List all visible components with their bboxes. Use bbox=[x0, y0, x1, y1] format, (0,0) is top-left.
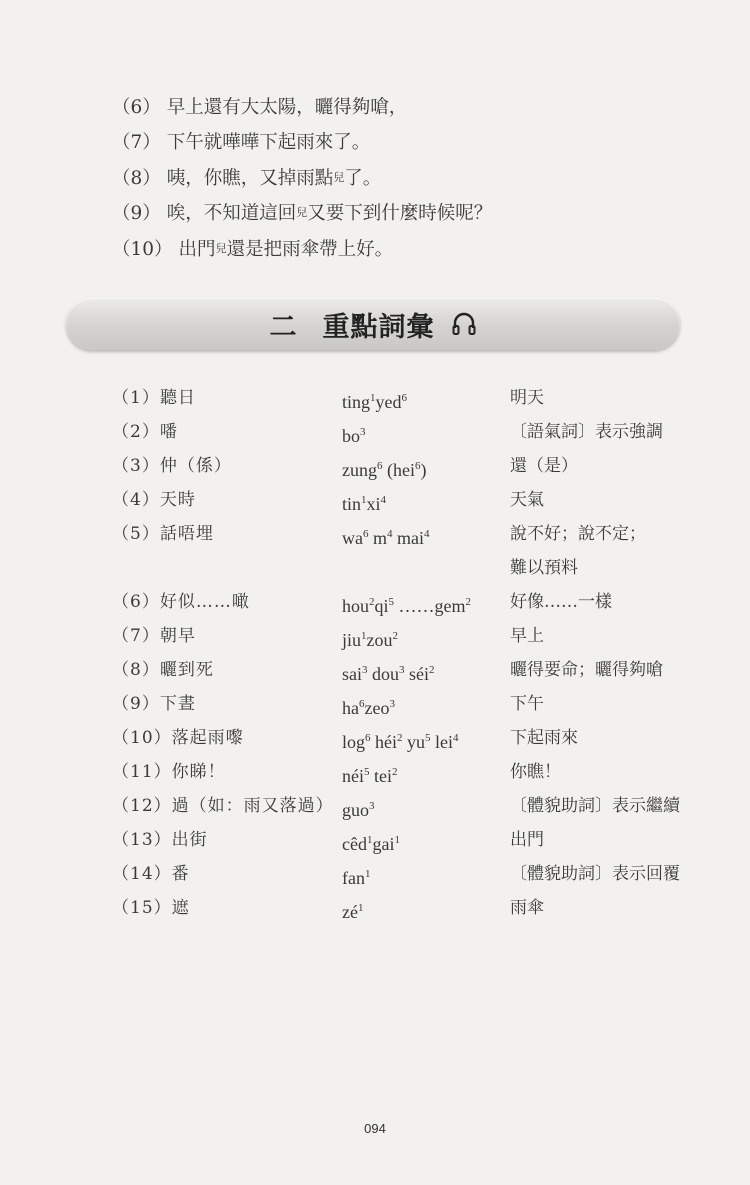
vocab-meaning bbox=[510, 789, 680, 823]
vocab-romanization bbox=[342, 585, 471, 623]
vocab-row bbox=[112, 687, 712, 721]
vocab-term bbox=[112, 415, 178, 449]
vocab-term bbox=[112, 653, 214, 687]
vocab-term bbox=[112, 857, 190, 891]
vocab-meaning bbox=[510, 381, 544, 415]
vocab-number: （11） bbox=[112, 762, 172, 782]
tone-number: 6 bbox=[363, 528, 369, 540]
vocab-row bbox=[112, 483, 712, 517]
vocab-meaning bbox=[510, 721, 578, 755]
vocab-row bbox=[112, 619, 712, 653]
syllable: qi bbox=[374, 596, 389, 616]
syllable: ) bbox=[420, 460, 427, 480]
meaning-line: 你瞧！ bbox=[510, 762, 561, 782]
vocab-number: （1） bbox=[112, 388, 160, 408]
vocab-meaning bbox=[510, 755, 561, 789]
tone-number: 6 bbox=[365, 732, 371, 744]
tone-number: 3 bbox=[362, 664, 368, 676]
syllable: (hei bbox=[382, 460, 415, 480]
syllable: yu bbox=[402, 732, 426, 752]
tone-number: 4 bbox=[380, 494, 387, 506]
vocab-row bbox=[112, 755, 712, 789]
sentence-line bbox=[112, 88, 492, 124]
vocab-romanization bbox=[342, 381, 407, 419]
sentence-number: （9） bbox=[112, 203, 161, 225]
vocab-romanization bbox=[342, 483, 386, 521]
tone-number: 5 bbox=[425, 732, 431, 744]
syllable: sai bbox=[342, 664, 362, 684]
vocab-term-text: 落起雨嚟 bbox=[171, 728, 244, 748]
vocab-romanization bbox=[342, 687, 395, 725]
headphone-icon bbox=[451, 311, 477, 337]
tone-number: 4 bbox=[387, 528, 393, 540]
meaning-line: 說不好；說不定； bbox=[510, 524, 646, 544]
syllable: zou bbox=[366, 630, 393, 650]
vocab-row bbox=[112, 653, 712, 687]
sentence-number: （7） bbox=[112, 132, 161, 154]
tone-number: 1 bbox=[361, 630, 367, 642]
sentence-number: （10） bbox=[112, 238, 173, 260]
vocab-term-text: 話唔埋 bbox=[159, 524, 214, 544]
vocab-number: （2） bbox=[112, 422, 160, 442]
vocab-number: （3） bbox=[112, 456, 160, 476]
syllable: yed bbox=[375, 392, 402, 412]
vocab-number: （8） bbox=[112, 660, 160, 680]
vocab-number: （14） bbox=[112, 864, 172, 884]
tone-number: 6 bbox=[359, 698, 365, 710]
vocab-meaning bbox=[510, 823, 544, 857]
tone-number: 5 bbox=[364, 766, 370, 778]
tone-number: 4 bbox=[453, 732, 459, 744]
meaning-line: 明天 bbox=[510, 388, 544, 408]
vocab-number: （5） bbox=[112, 524, 160, 544]
tone-number: 5 bbox=[388, 596, 395, 608]
vocab-number: （7） bbox=[112, 626, 160, 646]
sentence-line bbox=[112, 124, 492, 160]
meaning-line: 早上 bbox=[510, 626, 544, 646]
vocab-term bbox=[112, 381, 196, 415]
sentence-text: 早上還有大太陽，曬得夠嗆， bbox=[166, 96, 408, 118]
syllable: dou bbox=[367, 664, 399, 684]
vocab-row bbox=[112, 415, 712, 449]
syllable: zeo bbox=[364, 698, 390, 718]
vocab-romanization bbox=[342, 449, 426, 487]
tone-number: 1 bbox=[366, 834, 373, 846]
sentence-text-end: 了。 bbox=[344, 167, 382, 189]
vocab-term bbox=[112, 517, 214, 551]
vocab-row bbox=[112, 823, 712, 857]
sentence-text: 下午就嘩嘩下起雨來了。 bbox=[166, 132, 371, 154]
meaning-line: 雨傘 bbox=[510, 898, 544, 918]
erhua-suffix: 兒 bbox=[296, 206, 308, 220]
vocab-term-text: 聽日 bbox=[159, 388, 196, 408]
sentence-line bbox=[112, 230, 492, 266]
vocab-romanization bbox=[342, 857, 370, 895]
vocab-term-text: 朝早 bbox=[159, 626, 196, 646]
meaning-line: 〔語氣詞〕表示強調 bbox=[510, 422, 663, 442]
meaning-line: 〔體貌助詞〕表示繼續 bbox=[510, 796, 680, 816]
vocab-term bbox=[112, 891, 190, 925]
vocab-meaning bbox=[510, 619, 544, 653]
tone-number: 1 bbox=[361, 494, 367, 506]
syllable: tei bbox=[369, 766, 392, 786]
vocab-term-text: 曬到死 bbox=[159, 660, 214, 680]
vocab-term-text: 你睇！ bbox=[171, 762, 226, 782]
tone-number: 3 bbox=[399, 664, 405, 676]
vocab-term-text: 噃 bbox=[159, 422, 178, 442]
tone-number: 3 bbox=[389, 698, 395, 710]
tone-number: 2 bbox=[392, 630, 399, 642]
meaning-line: 難以預料 bbox=[510, 558, 578, 578]
vocab-row bbox=[112, 449, 712, 483]
syllable: séi bbox=[404, 664, 429, 684]
syllable: cêd bbox=[342, 834, 367, 854]
vocab-romanization bbox=[342, 721, 459, 759]
syllable: jiu bbox=[342, 630, 362, 650]
vocab-row bbox=[112, 891, 712, 925]
syllable: tin bbox=[342, 494, 362, 514]
vocab-term bbox=[112, 755, 226, 789]
syllable: xi bbox=[366, 494, 381, 514]
syllable: néi bbox=[342, 766, 364, 786]
sentence-text-end: 還是把雨傘帶上好。 bbox=[226, 238, 394, 260]
vocab-romanization bbox=[342, 517, 430, 555]
tone-number: 1 bbox=[364, 868, 371, 880]
tone-number: 2 bbox=[369, 596, 375, 608]
vocab-term bbox=[112, 619, 196, 653]
tone-number: 4 bbox=[424, 528, 430, 540]
syllable: fan bbox=[342, 868, 365, 888]
vocab-term-text: 天時 bbox=[159, 490, 196, 510]
syllable: zung bbox=[342, 460, 377, 480]
vocab-romanization bbox=[342, 415, 366, 453]
vocab-row bbox=[112, 857, 712, 891]
tone-number: 1 bbox=[357, 902, 364, 914]
meaning-line: 〔體貌助詞〕表示回覆 bbox=[510, 864, 680, 884]
syllable: gai bbox=[372, 834, 395, 854]
section-number: 二 bbox=[269, 311, 297, 343]
tone-number: 3 bbox=[360, 426, 366, 438]
meaning-line: 還（是） bbox=[510, 456, 578, 476]
vocab-term bbox=[112, 449, 232, 483]
syllable: m bbox=[368, 528, 388, 548]
syllable: guo bbox=[342, 800, 369, 820]
vocab-term bbox=[112, 823, 208, 857]
vocab-row bbox=[112, 381, 712, 415]
vocab-romanization bbox=[342, 789, 375, 827]
sentence-line bbox=[112, 159, 492, 195]
vocab-term bbox=[112, 789, 334, 823]
vocab-meaning bbox=[510, 653, 663, 687]
tone-number: 2 bbox=[429, 664, 435, 676]
syllable: ha bbox=[342, 698, 359, 718]
vocab-romanization bbox=[342, 891, 363, 929]
vocab-term-text: 出街 bbox=[171, 830, 208, 850]
vocab-term bbox=[112, 483, 196, 517]
vocab-number: （13） bbox=[112, 830, 172, 850]
vocab-meaning bbox=[510, 891, 544, 925]
syllable: wa bbox=[342, 528, 363, 548]
vocab-romanization bbox=[342, 823, 400, 861]
sentence-text-end: 又要下到什麼時候呢？ bbox=[307, 203, 493, 225]
vocab-term-text: 過（如：雨又落過） bbox=[171, 796, 334, 816]
vocab-term-text: 番 bbox=[171, 864, 190, 884]
tone-number: 2 bbox=[465, 596, 472, 608]
sentence-number: （6） bbox=[112, 96, 161, 118]
vocab-term-text: 好似……噉 bbox=[159, 592, 250, 612]
vocab-meaning bbox=[510, 415, 663, 449]
syllable: mai bbox=[392, 528, 425, 548]
meaning-line: 好像……一樣 bbox=[510, 592, 612, 612]
vocab-meaning bbox=[510, 687, 544, 721]
tone-number: 6 bbox=[414, 460, 421, 472]
vocab-number: （4） bbox=[112, 490, 160, 510]
meaning-line: 下午 bbox=[510, 694, 544, 714]
tone-number: 6 bbox=[377, 460, 383, 472]
syllable: ……gem bbox=[394, 596, 466, 616]
vocab-row bbox=[112, 517, 712, 585]
vocab-term-text: 下晝 bbox=[159, 694, 196, 714]
sentence-line bbox=[112, 195, 492, 231]
syllable: bo bbox=[342, 426, 360, 446]
sentence-text: 唉，不知道這回 bbox=[166, 203, 297, 225]
tone-number: 1 bbox=[394, 834, 400, 846]
sentence-number: （8） bbox=[112, 167, 161, 189]
vocab-row bbox=[112, 721, 712, 755]
vocab-number: （15） bbox=[112, 898, 172, 918]
sentence-text: 出門 bbox=[178, 238, 216, 260]
vocab-term-text: 仲（係） bbox=[159, 456, 232, 476]
vocab-term bbox=[112, 687, 196, 721]
vocab-meaning bbox=[510, 517, 646, 585]
erhua-suffix: 兒 bbox=[333, 170, 345, 184]
vocab-meaning bbox=[510, 585, 612, 619]
vocab-romanization bbox=[342, 653, 435, 691]
vocab-number: （9） bbox=[112, 694, 160, 714]
vocab-number: （12） bbox=[112, 796, 172, 816]
dialogue-sentences bbox=[112, 88, 492, 266]
vocab-meaning bbox=[510, 857, 680, 891]
syllable: hou bbox=[342, 596, 369, 616]
sentence-text: 咦，你瞧，又掉雨點 bbox=[166, 167, 334, 189]
tone-number: 2 bbox=[397, 732, 403, 744]
section-title: 重點詞彙 bbox=[322, 311, 435, 343]
syllable: log bbox=[342, 732, 366, 752]
syllable: héi bbox=[370, 732, 398, 752]
meaning-line: 天氣 bbox=[510, 490, 544, 510]
vocab-meaning bbox=[510, 449, 578, 483]
tone-number: 1 bbox=[370, 392, 376, 404]
meaning-line: 出門 bbox=[510, 830, 544, 850]
vocab-number: （6） bbox=[112, 592, 160, 612]
vocab-term-text: 遮 bbox=[171, 898, 190, 918]
vocab-number: （10） bbox=[112, 728, 172, 748]
vocab-meaning bbox=[510, 483, 544, 517]
vocabulary-list bbox=[112, 381, 712, 925]
vocab-term bbox=[112, 721, 244, 755]
meaning-line: 曬得要命；曬得夠嗆 bbox=[510, 660, 663, 680]
vocab-romanization bbox=[342, 755, 398, 793]
tone-number: 3 bbox=[369, 800, 375, 812]
syllable: zé bbox=[342, 902, 358, 922]
vocab-romanization bbox=[342, 619, 398, 657]
erhua-suffix: 兒 bbox=[215, 241, 227, 255]
section-banner bbox=[66, 298, 680, 350]
tone-number: 2 bbox=[392, 766, 398, 778]
vocab-row bbox=[112, 585, 712, 619]
meaning-line: 下起雨來 bbox=[510, 728, 578, 748]
vocab-row bbox=[112, 789, 712, 823]
syllable: ting bbox=[342, 392, 371, 412]
syllable: lei bbox=[430, 732, 454, 752]
page-number: 094 bbox=[364, 1121, 386, 1136]
vocab-term bbox=[112, 585, 250, 619]
tone-number: 6 bbox=[401, 392, 408, 404]
